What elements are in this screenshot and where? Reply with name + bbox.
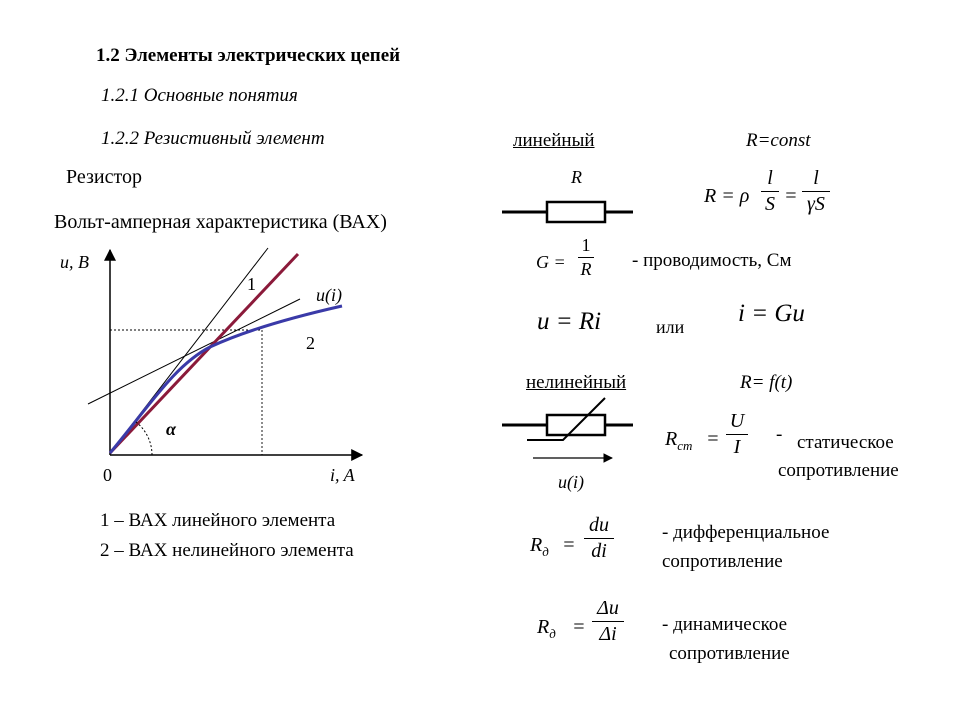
curve1-label: 1 bbox=[247, 274, 256, 294]
linear-resistor-label: R bbox=[571, 167, 582, 187]
formula-r-lhs: R = ρ bbox=[704, 185, 750, 207]
nonlinear-ui-label: u(i) bbox=[558, 472, 584, 492]
linear-resistor-body bbox=[547, 202, 605, 222]
linear-title: линейный bbox=[513, 130, 595, 151]
rdyn-frac bbox=[592, 597, 624, 646]
rd-lhs bbox=[530, 534, 549, 560]
rdyn-eq: = bbox=[572, 616, 586, 638]
conductance-desc: - проводимость, См bbox=[632, 250, 792, 271]
linear-condition: R=const bbox=[746, 130, 811, 151]
ohm-law-u: u = Ri bbox=[537, 308, 602, 335]
subsection-resistive: 1.2.2 Резистивный элемент bbox=[101, 128, 325, 149]
ohm-law-i: i = Gu bbox=[738, 300, 805, 327]
rdyn-lhs bbox=[537, 616, 556, 642]
rst-dash: - bbox=[776, 424, 783, 445]
rd-desc-1: - дифференциальное bbox=[662, 522, 830, 543]
curve-func-label: u(i) bbox=[316, 285, 342, 305]
rst-r: R bbox=[665, 428, 678, 450]
vax-title: Вольт-амперная характеристика (ВАХ) bbox=[54, 211, 387, 233]
rd-eq: = bbox=[562, 534, 576, 556]
formula-r-frac1 bbox=[761, 167, 779, 216]
rst-lhs bbox=[665, 428, 692, 454]
rst-desc-1: статическое bbox=[797, 432, 894, 453]
secant-line bbox=[88, 299, 300, 404]
curve2-label: 2 bbox=[306, 333, 315, 353]
rd-num: du bbox=[589, 514, 609, 536]
rdyn-den: Δi bbox=[599, 623, 617, 645]
formula-r-frac2 bbox=[802, 167, 830, 216]
formula-r-den1: S bbox=[765, 193, 775, 215]
rdyn-desc-2: сопротивление bbox=[669, 643, 790, 664]
or-label: или bbox=[656, 317, 685, 337]
curve-linear bbox=[110, 254, 298, 453]
formula-g-den: R bbox=[580, 259, 592, 279]
rdyn-r: R bbox=[537, 616, 550, 638]
legend-linear: 1 – ВАХ линейного элемента bbox=[100, 510, 336, 531]
angle-label: α bbox=[166, 419, 176, 439]
nonlinear-condition: R= f(t) bbox=[740, 372, 793, 393]
y-axis-label: u, B bbox=[60, 252, 89, 272]
angle-arc bbox=[136, 422, 152, 455]
subsection-basic: 1.2.1 Основные понятия bbox=[101, 85, 298, 106]
resistor-label: Резистор bbox=[66, 166, 142, 188]
rst-sub: ст bbox=[677, 438, 693, 453]
formula-r-eq: = bbox=[784, 185, 798, 207]
rd-sub: д bbox=[542, 544, 549, 559]
rd-frac bbox=[584, 514, 614, 563]
rdyn-num: Δu bbox=[597, 597, 619, 619]
legend-nonlinear: 2 – ВАХ нелинейного элемента bbox=[100, 540, 354, 561]
nonlinear-resistor-body bbox=[547, 415, 605, 435]
rst-eq: = bbox=[706, 428, 720, 450]
rd-r: R bbox=[530, 534, 543, 556]
rd-den: di bbox=[591, 540, 607, 562]
rst-frac bbox=[726, 410, 748, 459]
formula-g-lhs: G = bbox=[536, 252, 566, 272]
rd-desc-2: сопротивление bbox=[662, 551, 783, 572]
rst-num: U bbox=[729, 410, 745, 432]
rst-desc-2: сопротивление bbox=[778, 460, 899, 481]
formula-g-num: 1 bbox=[581, 235, 591, 255]
rdyn-desc-1: - динамическое bbox=[662, 614, 788, 635]
rst-den: I bbox=[733, 436, 741, 458]
rdyn-sub: д bbox=[549, 626, 556, 641]
formula-r-den2: γS bbox=[807, 193, 825, 215]
nonlinear-title: нелинейный bbox=[526, 372, 627, 393]
origin-label: 0 bbox=[103, 465, 112, 485]
section-title: 1.2 Элементы электрических цепей bbox=[96, 45, 401, 66]
formula-g-frac bbox=[578, 235, 594, 280]
formula-r-num2: l bbox=[813, 167, 819, 189]
formula-r-num1: l bbox=[767, 167, 773, 189]
x-axis-label: i, A bbox=[330, 465, 355, 485]
